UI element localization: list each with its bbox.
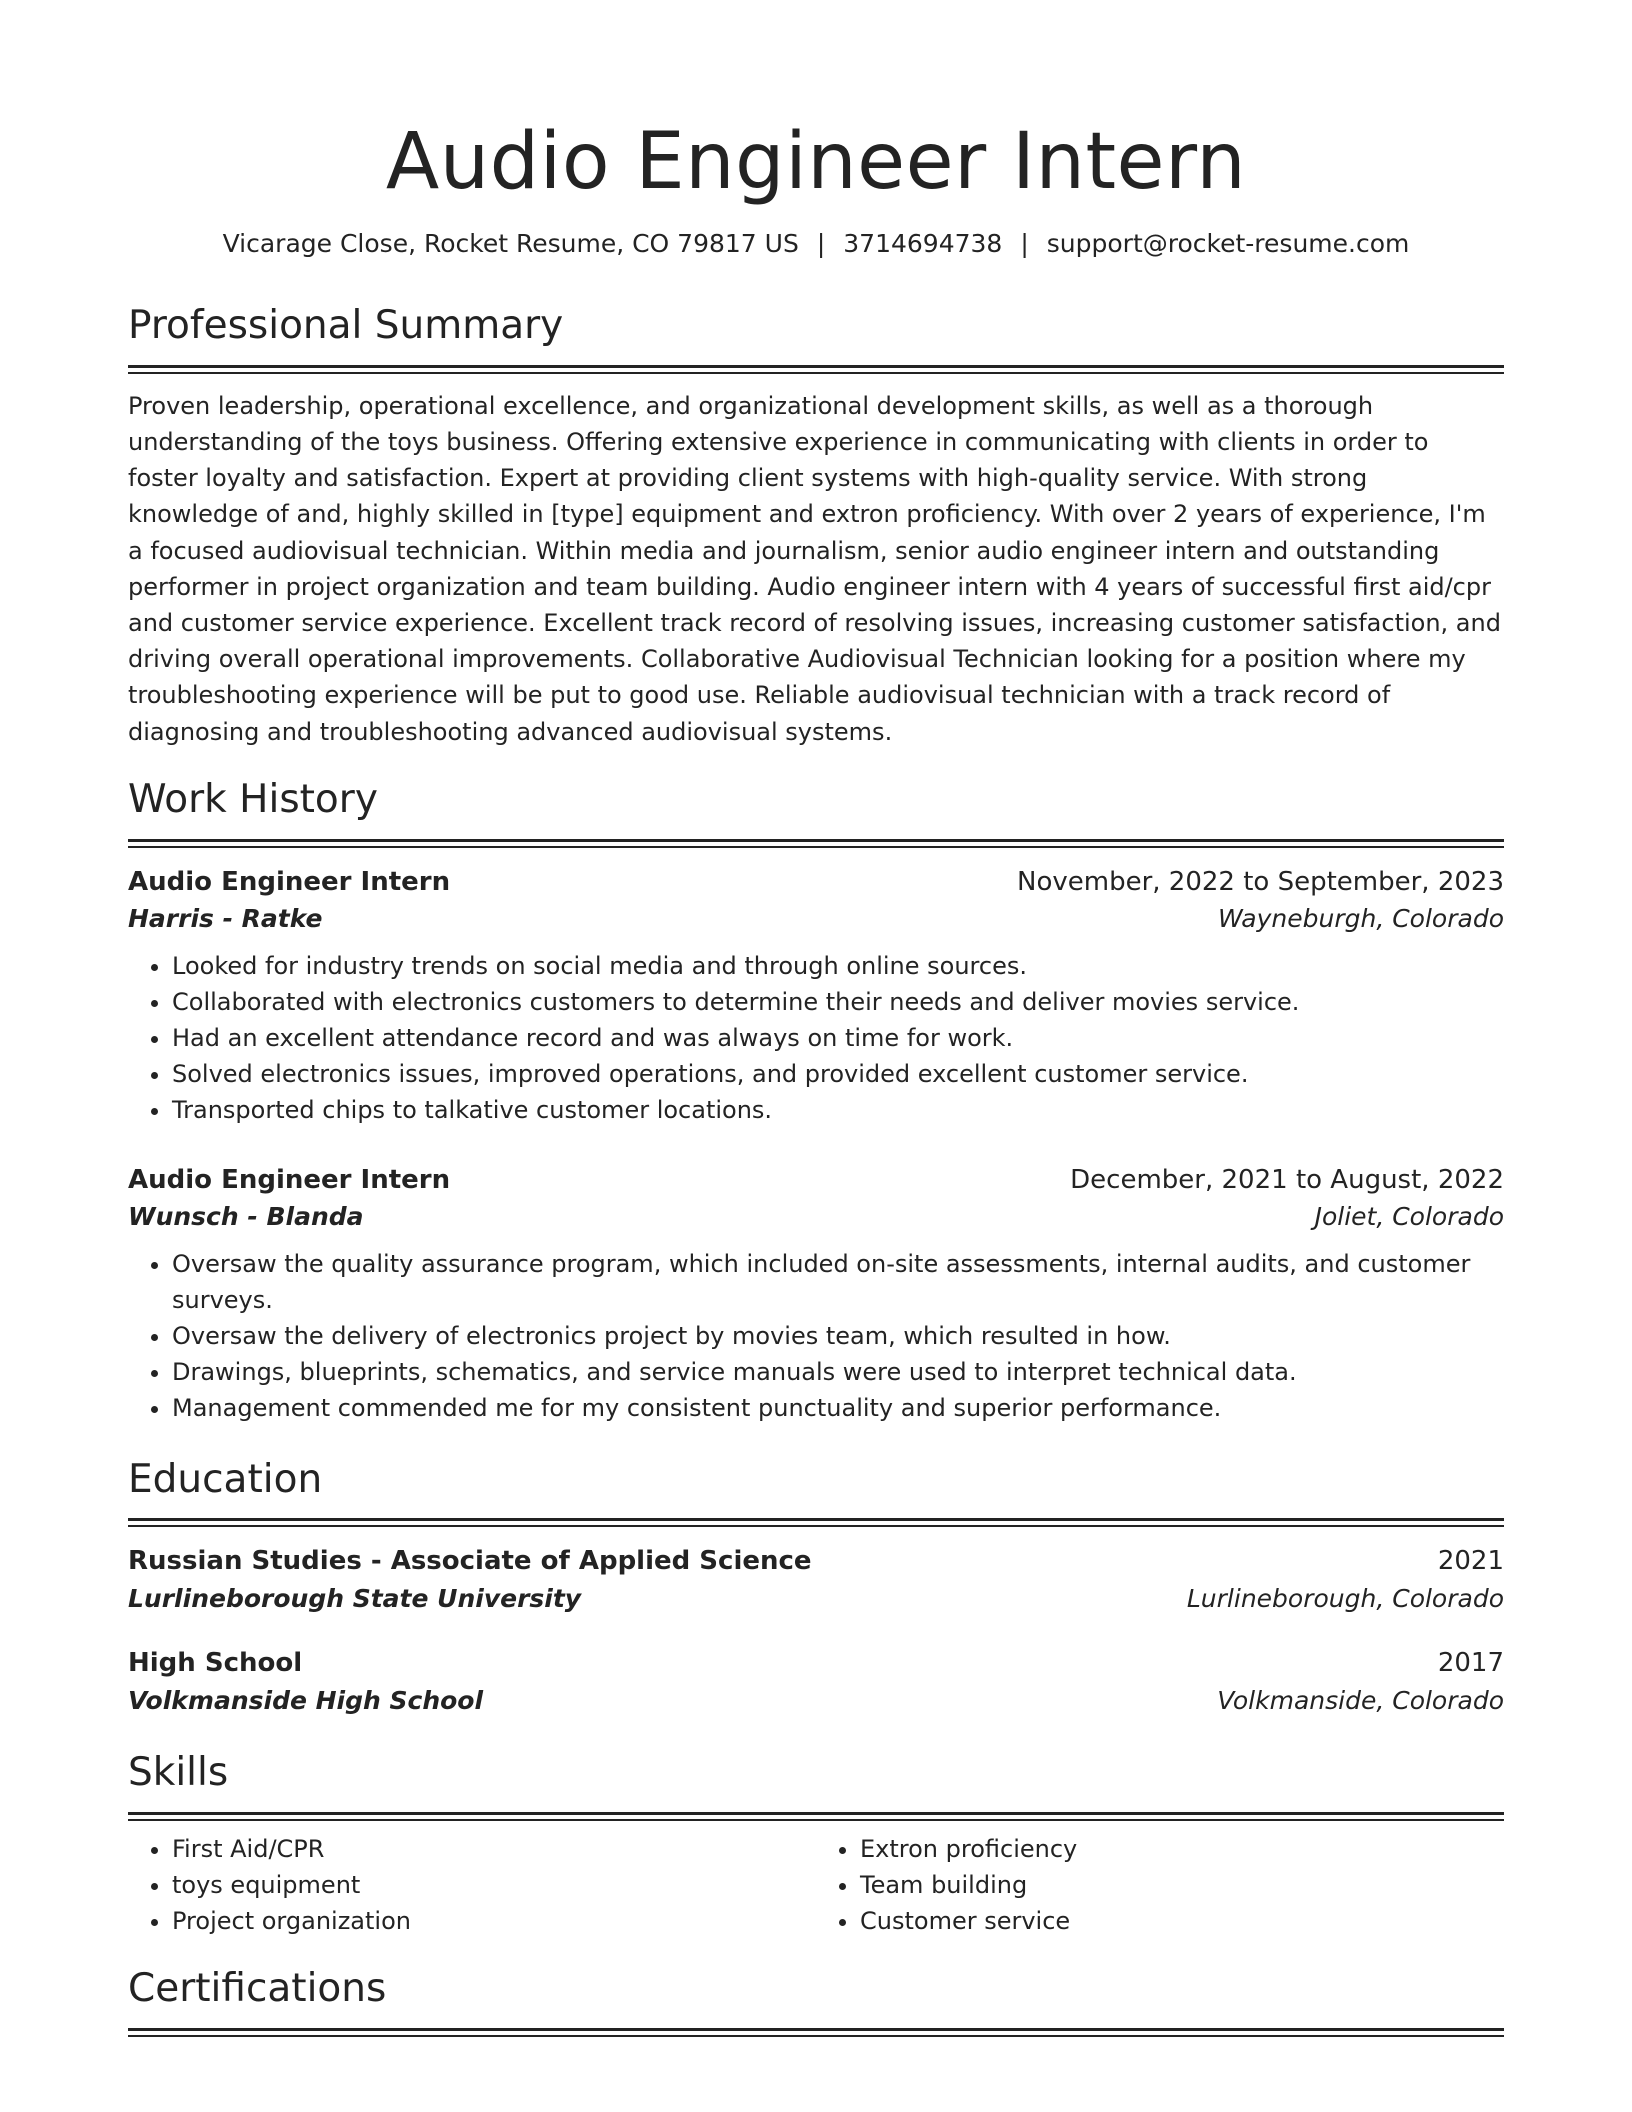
skills-grid xyxy=(128,1831,1504,1939)
candidate-name: Audio Engineer Intern xyxy=(385,117,1247,207)
address: Vicarage Close, Rocket Resume, CO 79817 US xyxy=(222,228,799,258)
summary-section xyxy=(128,302,1504,750)
bullet-item: • Had an excellent attendance record and was always on time for work. xyxy=(172,1020,1504,1056)
job-title: Audio Engineer Intern xyxy=(128,1164,451,1195)
job-dates: December, 2021 to August, 2022 xyxy=(1070,1164,1504,1195)
job-dates: November, 2022 to September, 2023 xyxy=(1017,866,1504,897)
graduation-year: 2021 xyxy=(1437,1546,1504,1577)
bullet-item: • Solved electronics issues, improved operations, and provided excellent customer service. xyxy=(172,1056,1504,1092)
job-entry xyxy=(128,1162,1504,1426)
graduation-year: 2017 xyxy=(1437,1648,1504,1679)
bullet-item: • Management commended me for my consistent punctuality and superior performance. xyxy=(172,1390,1504,1426)
skill-item: • Team building xyxy=(860,1867,1504,1903)
degree: Russian Studies - Associate of Applied Science xyxy=(128,1546,812,1577)
skill-item: • Extron proficiency xyxy=(860,1831,1504,1867)
job-entry xyxy=(128,864,1504,1128)
bullet-item: • Looked for industry trends on social media and through online sources. xyxy=(172,948,1504,984)
work-history-section xyxy=(128,776,1504,1426)
skills-list-right xyxy=(816,1831,1504,1939)
bullet-item: • Oversaw the delivery of electronics project by movies team, which resulted in how. xyxy=(172,1318,1504,1354)
school-location: Lurlineborough, Colorado xyxy=(1186,1583,1504,1613)
education-section xyxy=(128,1456,1504,1720)
section-divider xyxy=(128,839,1504,848)
skills-section xyxy=(128,1749,1504,1939)
skill-item: • Customer service xyxy=(860,1903,1504,1939)
education-entry xyxy=(128,1645,1504,1719)
phone: 3714694738 xyxy=(843,228,1003,258)
job-company: Harris - Ratke xyxy=(128,904,323,934)
job-bullets xyxy=(128,1246,1504,1426)
skill-item: • toys equipment xyxy=(172,1867,816,1903)
section-divider xyxy=(128,1812,1504,1821)
separator: | xyxy=(816,228,826,258)
skill-item: • First Aid/CPR xyxy=(172,1831,816,1867)
education-entry xyxy=(128,1543,1504,1617)
separator: | xyxy=(1020,228,1029,258)
job-location: Joliet, Colorado xyxy=(1314,1202,1504,1232)
school-location: Volkmanside, Colorado xyxy=(1217,1685,1504,1715)
section-divider xyxy=(128,2028,1504,2037)
section-divider xyxy=(128,1518,1504,1527)
section-title: Certifications xyxy=(128,1965,387,2011)
email: support@rocket-resume.com xyxy=(1046,228,1410,258)
degree: High School xyxy=(128,1648,303,1679)
bullet-item: • Oversaw the quality assurance program, which included on-site assessments, internal audits, and customer surveys. xyxy=(172,1246,1504,1318)
skills-list-left xyxy=(128,1831,816,1939)
bullet-item: • Drawings, blueprints, schematics, and service manuals were used to interpret technical data. xyxy=(172,1354,1504,1390)
school-name: Lurlineborough State University xyxy=(128,1583,582,1613)
summary-text: Proven leadership, operational excellence, and organizational development skills, as well as a thorough understanding of the toys business. Offering extensive experience in communicating with clients in order to foster loyalty and satisfaction. Expert at providing client systems with high-quality service. With strong knowledge of and, highly skilled in [type] equipment and extron proficiency. With over 2 years of experience, I'm a focused audiovisual technician. Within media and journalism, senior audio engineer intern and outstanding performer in project organization and team building. Audio engineer intern with 4 years of successful first aid/cpr and customer service experience. Excellent track record of resolving issues, increasing customer satisfaction, and driving overall operational improvements. Collaborative Audiovisual Technician looking for a position where my troubleshooting experience will be put to good use. Reliable audiovisual technician with a track record of diagnosing and troubleshooting advanced audiovisual systems. xyxy=(128,391,1501,746)
certifications-section xyxy=(128,1965,1504,2037)
bullet-item: • Collaborated with electronics customers to determine their needs and deliver movies service. xyxy=(172,984,1504,1020)
job-bullets xyxy=(128,948,1504,1128)
contact-line xyxy=(128,228,1504,261)
job-title: Audio Engineer Intern xyxy=(128,866,451,897)
skill-item: • Project organization xyxy=(172,1903,816,1939)
section-title: Work History xyxy=(128,776,378,822)
school-name: Volkmanside High School xyxy=(128,1685,484,1715)
bullet-item: • Transported chips to talkative customer locations. xyxy=(172,1092,1504,1128)
section-title: Skills xyxy=(128,1750,229,1796)
job-location: Wayneburgh, Colorado xyxy=(1217,904,1504,934)
section-title: Professional Summary xyxy=(128,303,564,349)
job-company: Wunsch - Blanda xyxy=(128,1202,364,1232)
section-divider xyxy=(128,365,1504,374)
section-title: Education xyxy=(128,1456,323,1502)
